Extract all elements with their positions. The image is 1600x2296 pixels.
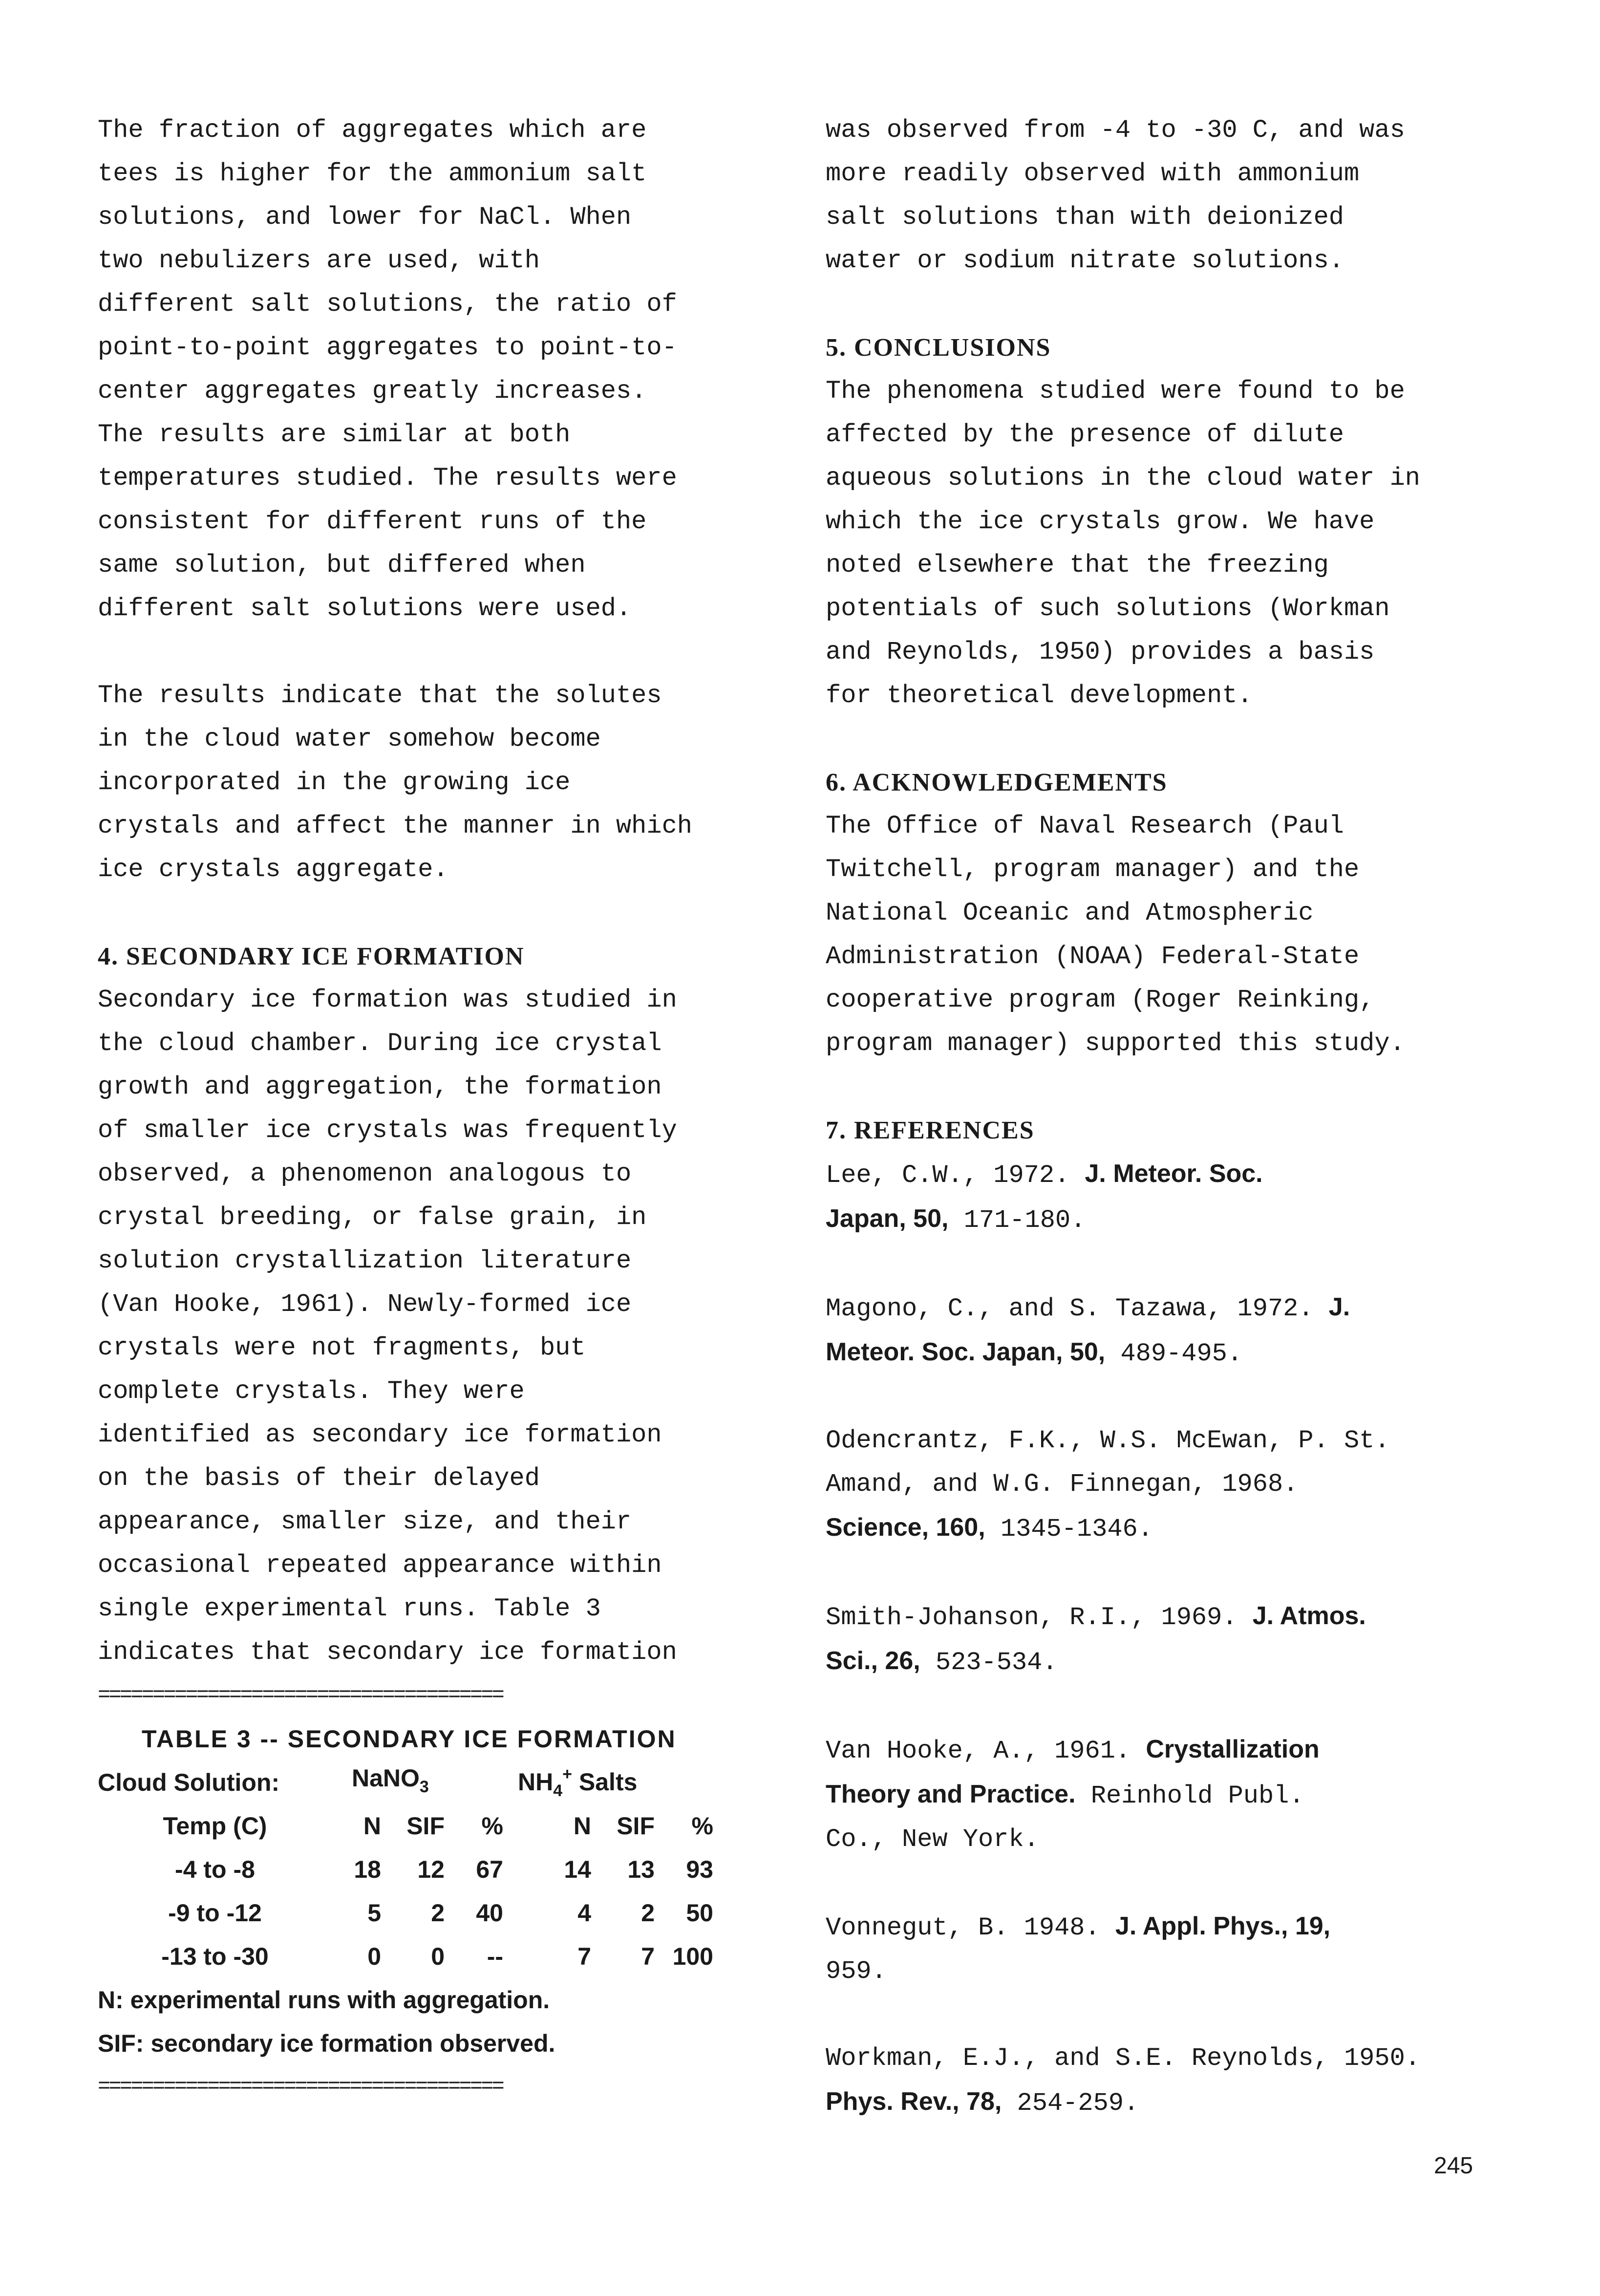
table-cell: 7 (641, 1943, 655, 1970)
page-number: 245 (1434, 2153, 1473, 2179)
table-group-header (98, 1761, 782, 1804)
table-cell: 67 (476, 1856, 503, 1883)
table-cell: 40 (476, 1899, 503, 1927)
table-cell: 0 (431, 1943, 445, 1970)
table-cell: 2 (431, 1899, 445, 1927)
col-header-pct: % (481, 1812, 503, 1840)
table-rule-bottom: ===================================== (98, 2075, 503, 2099)
section-7-heading: 7. REFERENCES (826, 1116, 1035, 1144)
col-header-n: N (573, 1812, 591, 1840)
table-rule-top: ===================================== (98, 1683, 503, 1708)
reference-item: Magono, C., and S. Tazawa, 1972. J. Meteor. Soc. Japan, 50, 489-495. (826, 1293, 1350, 1368)
col-header-pct: % (691, 1812, 713, 1840)
col-header-sif: SIF (617, 1812, 655, 1840)
table-cell: -- (487, 1943, 503, 1970)
section-4-heading: 4. SECONDARY ICE FORMATION (98, 943, 525, 970)
col-header-n: N (363, 1812, 381, 1840)
table-row (98, 1891, 782, 1935)
table-cell: 12 (417, 1856, 445, 1883)
paragraph-acknowledgements: The Office of Naval Research (Paul Twitchell, program manager) and the National Oceanic and Atmospheric Administration (NOAA) Federal-State cooperative program (Roger Reinking, program manager) supported this study. (826, 812, 1405, 1058)
table-cell: 14 (564, 1856, 591, 1883)
table-cell: 50 (686, 1899, 713, 1927)
paragraph-aggregates: The fraction of aggregates which are tees is higher for the ammonium salt solutions, and lower for NaCl. When two nebulizers are used, with different salt solutions, the ratio of point-to-point aggregates to point-to- center aggregates greatly increases. The results are similar at both temperatures studied. The results were consistent for different runs of the same solution, but differed when different salt solutions were used. (98, 116, 677, 623)
table-cell-temp: -9 to -12 (168, 1899, 262, 1927)
reference-item: Lee, C.W., 1972. J. Meteor. Soc. Japan, 50, 171-180. (826, 1159, 1263, 1235)
reference-item: Van Hooke, A., 1961. Crystallization Theory and Practice. Reinhold Publ. Co., New York. (826, 1735, 1320, 1854)
table-row (98, 1848, 782, 1891)
table-cell: 0 (367, 1943, 381, 1970)
reference-item: Vonnegut, B. 1948. J. Appl. Phys., 19, 959. (826, 1912, 1331, 1986)
paragraph-observed: was observed from -4 to -30 C, and was more readily observed with ammonium salt solutions than with deionized water or sodium nitrate solutions. (826, 116, 1405, 275)
paragraph-conclusions: The phenomena studied were found to be affected by the presence of dilute aqueous solutions in the cloud water in which the ice crystals grow. We have noted elsewhere that the freezing potentials of such solutions (Workman and Reynolds, 1950) provides a basis for theoretical development. (826, 377, 1420, 710)
table-cell: 2 (641, 1899, 655, 1927)
table-note-sif: SIF: secondary ice formation observed. (98, 2030, 555, 2057)
cloud-solution-label: Cloud Solution: (98, 1769, 280, 1796)
table-cell: 100 (672, 1943, 713, 1970)
table-3 (98, 1674, 782, 2109)
nh4-group-label: $NH_4^+$ Salts (518, 1765, 638, 1800)
table-cell: 93 (686, 1856, 713, 1883)
reference-item: Odencrantz, F.K., W.S. McEwan, P. St. Amand, and W.G. Finnegan, 1968. Science, 160, 1345-1346. (826, 1426, 1390, 1544)
table-cell-temp: -13 to -30 (161, 1943, 269, 1970)
right-column (826, 108, 1529, 2125)
paragraph-solutes: The results indicate that the solutes in the cloud water somehow become incorporated in the growing ice crystals and affect the manner in which ice crystals aggregate. (98, 681, 692, 884)
table-cell: 13 (627, 1856, 655, 1883)
table-title: TABLE 3 -- SECONDARY ICE FORMATION (142, 1725, 677, 1753)
table-cell-temp: -4 to -8 (175, 1856, 255, 1883)
table-row (98, 1935, 782, 1978)
col-header-sif: SIF (406, 1812, 445, 1840)
table-cell: 5 (367, 1899, 381, 1927)
table-note-n: N: experimental runs with aggregation. (98, 1986, 550, 2014)
table-cell: 4 (577, 1899, 591, 1927)
table-column-header (98, 1804, 782, 1848)
col-header-temp: Temp (C) (163, 1812, 267, 1840)
reference-item: Smith-Johanson, R.I., 1969. J. Atmos. Sci., 26, 523-534. (826, 1602, 1366, 1677)
left-column (98, 108, 782, 2109)
table-cell: 7 (577, 1943, 591, 1970)
nano3-group-label: NaNO$_3$ (352, 1764, 429, 1796)
section-5-heading: 5. CONCLUSIONS (826, 334, 1051, 362)
table-cell: 18 (354, 1856, 381, 1883)
reference-item: Workman, E.J., and S.E. Reynolds, 1950. Phys. Rev., 78, 254-259. (826, 2044, 1420, 2118)
section-6-heading: 6. ACKNOWLEDGEMENTS (826, 769, 1168, 796)
paragraph-secondary-ice: Secondary ice formation was studied in the cloud chamber. During ice crystal growth and aggregation, the formation of smaller ice crystals was frequently observed, a phenomenon analogous to crystal breeding, or false grain, in solution crystallization literature (Van Hooke, 1961). Newly-formed ice crystals were not fragments, but complete crystals. They were identified as secondary ice formation on the basis of their delayed appearance, smaller size, and their occasional repeated appearance within single experimental runs. Table 3 indicates that secondary ice formation (98, 986, 677, 1667)
